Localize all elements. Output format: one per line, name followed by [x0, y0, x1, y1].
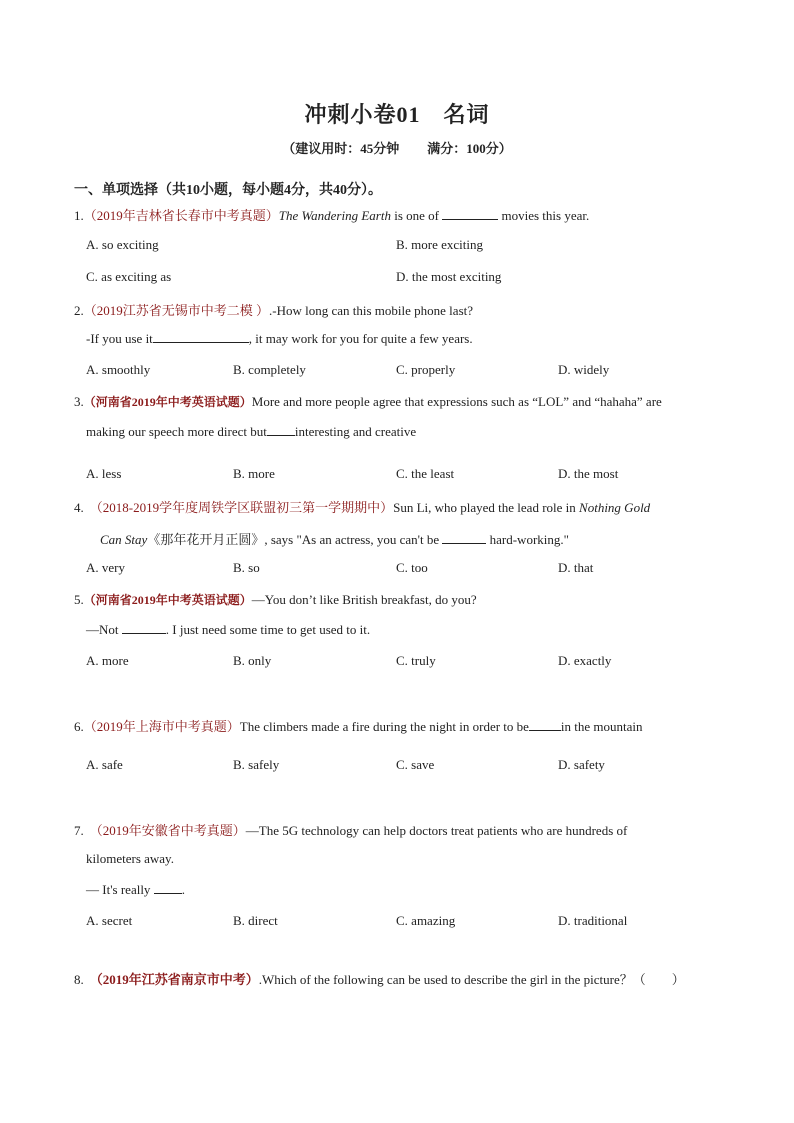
option-d: D. the most exciting: [396, 269, 502, 284]
option-c: C. truly: [396, 653, 436, 668]
question-source: （河南省2019年中考英语试题）: [83, 395, 252, 409]
question-number: 2.: [74, 303, 84, 318]
question-source: （2019年上海市中考真题）: [83, 719, 240, 734]
option-b: B. so: [233, 560, 260, 575]
question-text: —The 5G technology can help doctors treat patients who are hundreds of: [245, 823, 628, 838]
option-d: D. that: [558, 560, 594, 575]
option-b: B. more exciting: [396, 237, 484, 252]
option-a: A. so exciting: [86, 237, 159, 252]
question-number: 5.: [74, 592, 84, 607]
question-5: [74, 591, 477, 608]
question-text: .Which of the following can be used to describe the girl in the picture？（ ）: [258, 972, 685, 987]
question-4: [74, 497, 650, 516]
question-number: 7.: [74, 823, 84, 838]
question-text: The climbers made a fire during the night in order to be: [239, 719, 529, 734]
question-source: （2018-2019学年度周铁学区联盟初三第一学期期中）: [89, 500, 394, 515]
page-title: 冲刺小卷01 名词: [304, 102, 490, 127]
answer-blank: [442, 208, 498, 220]
question-text: .: [181, 882, 185, 897]
film-title-chinese: 《那年花开月正圆》: [147, 532, 265, 547]
question-number: 8.: [74, 972, 84, 987]
question-text: —You don’t like British breakfast, do you?: [251, 592, 477, 607]
page-subtitle: [0, 138, 794, 157]
question-text: making our speech more direct but: [86, 424, 267, 439]
question-5-line-2: [86, 622, 370, 638]
question-6: [74, 716, 643, 735]
question-source: （河南省2019年中考英语试题）: [83, 593, 252, 607]
question-7-line-2: kilometers away.: [86, 851, 174, 866]
option-b: B. only: [233, 653, 272, 668]
option-a: A. less: [86, 466, 122, 481]
answer-blank: [442, 532, 486, 544]
option-d: D. traditional: [558, 913, 628, 928]
question-text: -If you use it: [86, 331, 153, 346]
option-b: B. safely: [233, 757, 280, 772]
answer-blank: [153, 331, 249, 343]
section-heading: 一、单项选择（共10小题，每小题4分，共40分）。: [74, 183, 382, 198]
question-source: （2019年安徽省中考真题）: [89, 823, 246, 838]
time-note: （建议用时：45分钟: [282, 141, 400, 156]
option-c: C. too: [396, 560, 428, 575]
question-source: （2019年江苏省南京市中考）: [89, 972, 259, 987]
question-text: More and more people agree that expressions such as “LOL” and “hahaha” are: [251, 394, 662, 409]
answer-blank: [154, 882, 182, 894]
question-number: 1.: [74, 208, 84, 223]
option-b: B. more: [233, 466, 275, 481]
option-c: C. properly: [396, 362, 456, 377]
question-number: 3.: [74, 394, 84, 409]
answer-blank: [529, 719, 561, 731]
question-number: 6.: [74, 719, 84, 734]
question-7: [74, 820, 627, 839]
option-c: C. amazing: [396, 913, 456, 928]
question-text: Sun Li, who played the lead role in: [393, 500, 580, 515]
film-title: Nothing Gold: [579, 500, 651, 515]
option-a: A. more: [86, 653, 129, 668]
option-d: D. exactly: [558, 653, 612, 668]
question-source: （2019江苏省无锡市中考二模 ）: [83, 303, 270, 318]
option-a: A. smoothly: [86, 362, 151, 377]
option-c: C. as exciting as: [86, 269, 172, 284]
option-c: C. save: [396, 757, 435, 772]
question-3-line-2: [86, 424, 416, 440]
option-d: D. the most: [558, 466, 619, 481]
question-3: [74, 393, 662, 410]
question-text: —Not: [86, 622, 122, 637]
question-text: in the mountain: [560, 719, 643, 734]
question-4-line-2: [100, 529, 569, 548]
option-c: C. the least: [396, 466, 455, 481]
question-2-line-2: [86, 331, 473, 347]
question-text: .-How long can this mobile phone last?: [269, 303, 474, 318]
question-7-line-3: [86, 882, 185, 898]
answer-blank: [267, 424, 295, 436]
question-text: . I just need some time to get used to it.: [165, 622, 371, 637]
score-note: 满分：100分）: [427, 141, 512, 156]
answer-blank: [122, 622, 166, 634]
film-title: The Wandering Earth: [278, 208, 391, 223]
option-a: A. safe: [86, 757, 123, 772]
question-8: [74, 969, 685, 988]
option-a: A. secret: [86, 913, 133, 928]
option-d: D. safety: [558, 757, 605, 772]
question-text: movies this year.: [498, 208, 590, 223]
option-b: B. completely: [233, 362, 306, 377]
option-a: A. very: [86, 560, 125, 575]
question-2: [74, 300, 473, 319]
question-text: interesting and creative: [294, 424, 417, 439]
option-b: B. direct: [233, 913, 278, 928]
question-1: [74, 205, 589, 224]
question-text: , says "As an actress, you can't be: [264, 532, 443, 547]
question-number: 4.: [74, 500, 84, 515]
question-source: （2019年吉林省长春市中考真题）: [83, 208, 279, 223]
question-text: — It's really: [86, 882, 154, 897]
question-text: , it may work for you for quite a few years.: [248, 331, 473, 346]
question-text: is one of: [390, 208, 443, 223]
film-title: Can Stay: [100, 532, 148, 547]
question-text: hard-working.": [486, 532, 569, 547]
option-d: D. widely: [558, 362, 610, 377]
